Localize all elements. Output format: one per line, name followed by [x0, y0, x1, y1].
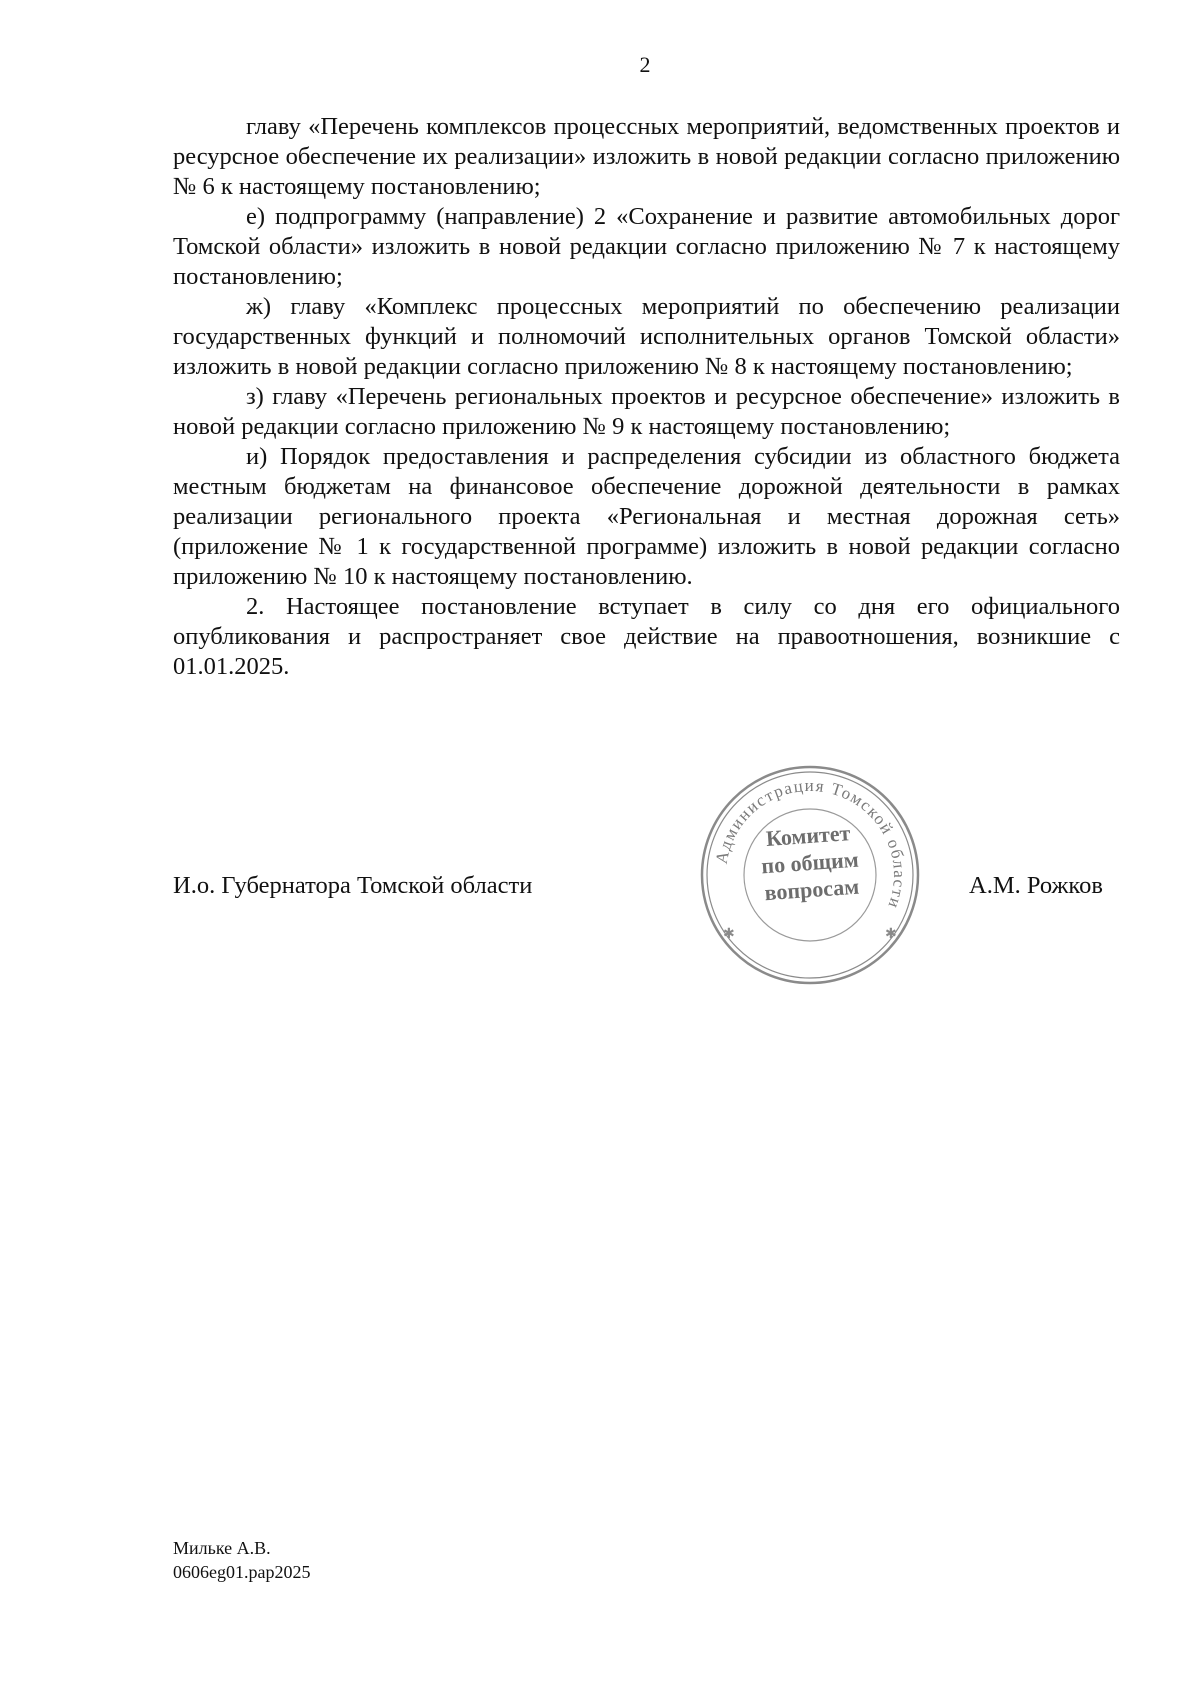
svg-text:✱: ✱ — [723, 927, 735, 942]
page-number: 2 — [639, 52, 651, 77]
stamp-ring-text: Администрация Томской области — [711, 775, 910, 912]
footer-author: Мильке А.В. — [173, 1538, 271, 1558]
svg-text:✱: ✱ — [885, 927, 897, 942]
footer — [173, 1536, 310, 1584]
paragraph-item-e: е) подпрограмму (направление) 2 «Сохранение и развитие автомобильных дорог Томской области» изложить в новой редакции согласно приложению № 7 к настоящему постановлению; — [173, 203, 1120, 290]
signatory-position: И.о. Губернатора Томской области — [173, 872, 533, 899]
paragraph-chapter-list: главу «Перечень комплексов процессных мероприятий, ведомственных проектов и ресурсное обеспечение их реализации» изложить в новой редакции согласно приложению № 6 к настоящему постановлению; — [173, 113, 1120, 200]
paragraph-effective-date: 2. Настоящее постановление вступает в силу со дня его официального опубликования и распространяет свое действие на правоотношения, возникшие с 01.01.2025. — [173, 593, 1120, 680]
stamp-center-text — [732, 817, 887, 908]
paragraph-item-z: з) главу «Перечень региональных проектов и ресурсное обеспечение» изложить в новой редакции согласно приложению № 9 к настоящему постановлению; — [173, 383, 1120, 440]
document-body — [173, 112, 1120, 682]
footer-doc-code: 0606eg01.pap2025 — [173, 1562, 311, 1582]
official-stamp — [695, 760, 925, 990]
paragraph-item-zh: ж) главу «Комплекс процессных мероприятий по обеспечению реализации государственных функций и полномочий исполнительных органов Томской области» изложить в новой редакции согласно приложению № 8 к настоящему постановлению; — [173, 293, 1120, 380]
stamp-line-2: по общим — [760, 846, 860, 879]
stamp-line-3: вопросам — [763, 873, 860, 906]
stamp-line-1: Комитет — [765, 820, 852, 851]
paragraph-item-i: и) Порядок предоставления и распределения субсидии из областного бюджета местным бюджетам на финансовое обеспечение дорожной деятельности в рамках реализации регионального проекта «Региональная и местная дорожная сеть» (приложение № 1 к государственной программе) изложить в новой редакции согласно приложению № 10 к настоящему постановлению. — [173, 443, 1120, 590]
signatory-name: А.М. Рожков — [969, 872, 1103, 899]
